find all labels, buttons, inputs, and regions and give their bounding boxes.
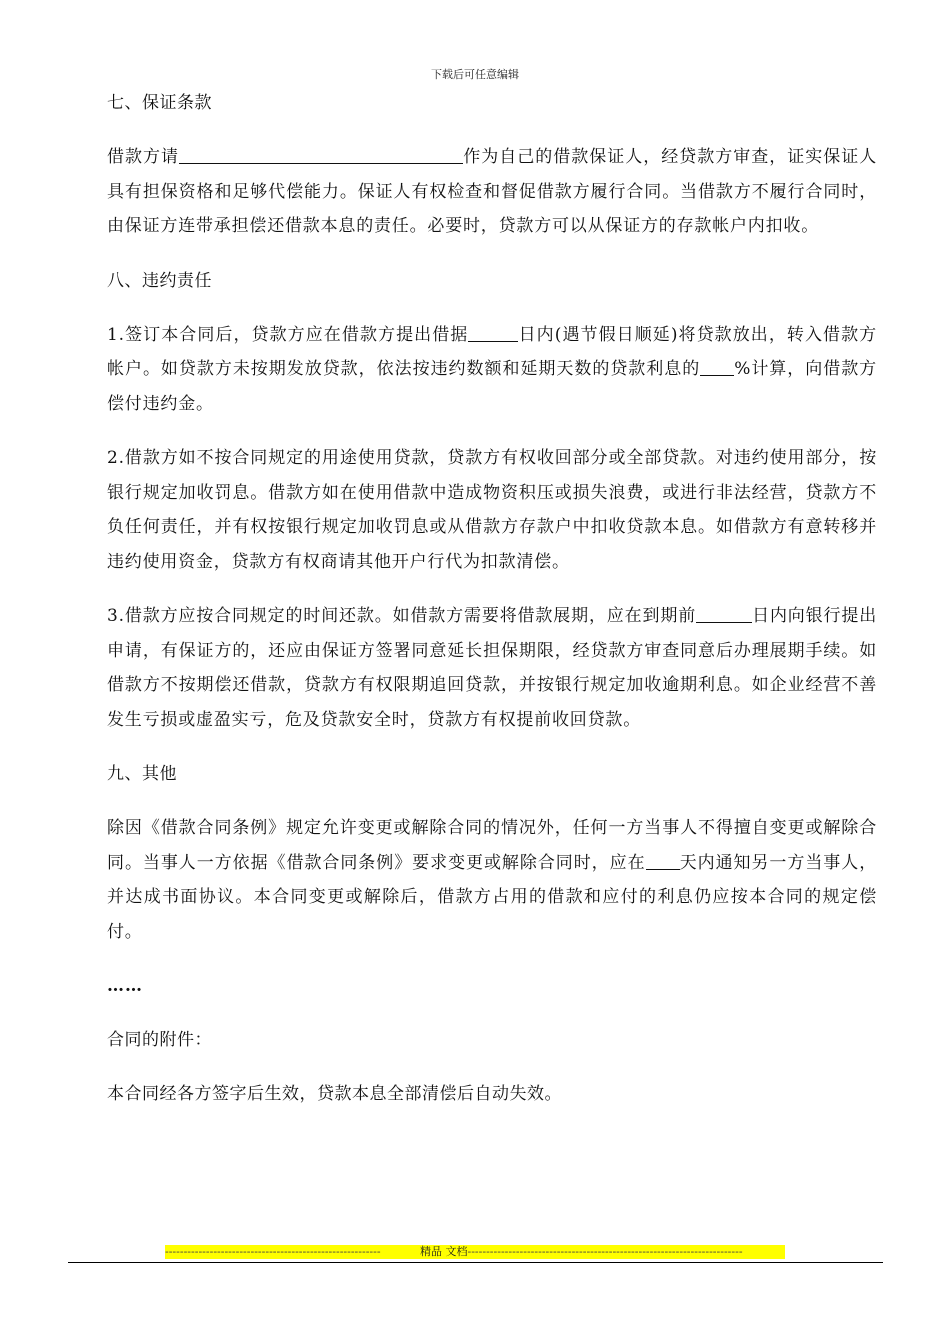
guarantor-name-blank [179,146,463,164]
effect-statement: 本合同经各方签字后生效，贷款本息全部清偿后自动失效。 [107,1084,562,1104]
liability-item-3-text-b: 日内向银行提出申请，有保证方的，还应由保证方签署同意延长担保期限，经贷款方审查同意后办理展期手续。如借款方不按期偿还借款，贷款方有权限期追回贷款，并按银行规定加收逾期利息。如企业经营不善发生亏损或虚盈实亏，危及贷款安全时，贷款方有权提前收回贷款。 [107,606,877,730]
release-days-blank [468,324,518,342]
liability-item-3 [107,599,877,737]
header-note: 下载后可任意编辑 [431,68,519,81]
attachment-label: 合同的附件： [107,1030,212,1050]
document-body [107,86,877,1131]
footer-rule [68,1262,883,1263]
liability-item-2: 2.借款方如不按合同规定的用途使用贷款，贷款方有权收回部分或全部贷款。对违约使用部分，按银行规定加收罚息。借款方如在使用借款中造成物资积压或损失浪费，或进行非法经营，贷款方不负任何责任，并有权按银行规定加收罚息或从借款方存款户中扣收贷款本息。如借款方有意转移并违约使用资金，贷款方有权商请其他开户行代为扣款清偿。 [107,448,877,572]
liability-item-1-text-c: %计算，向借款方偿付违约金。 [107,359,877,414]
guarantee-text-rest: 作为自己的借款保证人，经贷款方审查，证实保证人具有担保资格和足够代偿能力。保证人有权检查和督促借款方履行合同。当借款方不履行合同时，由保证方连带承担偿还借款本息的责任。必要时，贷款方可以从保证方的存款帐户内扣收。 [107,147,877,236]
extension-days-blank [696,605,752,623]
liability-item-1 [107,318,877,422]
footer-dash-right: -------------------------------------------------------------------------- [467,1245,743,1258]
liability-item-1-text-b: 日内(遇节假日顺延)将贷款放出，转入借款方帐户。如贷款方未按期发放贷款，依法按违约数额和延期天数的贷款利息的 [107,324,877,379]
ellipsis: …… [107,976,143,996]
section-title-guarantee: 七、保证条款 [107,93,212,113]
section-title-other: 九、其他 [107,764,177,784]
other-paragraph [107,811,877,949]
liability-item-1-text-a: 1.签订本合同后，贷款方应在借款方提出借据 [107,324,469,345]
footer-label: 精品 文档 [420,1245,468,1258]
section-title-liability: 八、违约责任 [107,270,212,291]
other-text-a: 除因《借款合同条例》规定允许变更或解除合同的情况外，任何一方当事人不得擅自变更或解除合同。当事人一方依据《借款合同条例》要求变更或解除合同时，应在 [107,818,877,873]
footer-watermark-band [165,1245,785,1259]
notice-days-blank [646,852,680,870]
guarantee-text-start: 借款方请 [107,147,179,167]
other-text-b: 天内通知另一方当事人，并达成书面协议。本合同变更或解除后，借款方占用的借款和应付的利息仍应按本合同的规定偿付。 [107,852,877,942]
guarantee-paragraph [107,140,877,244]
liability-item-3-text-a: 3.借款方应按合同规定的时间还款。如借款方需要将借款展期，应在到期前 [107,606,697,626]
interest-percent-blank [700,358,734,376]
footer-dash-left: ---------------------------------------------------------- [165,1245,381,1258]
